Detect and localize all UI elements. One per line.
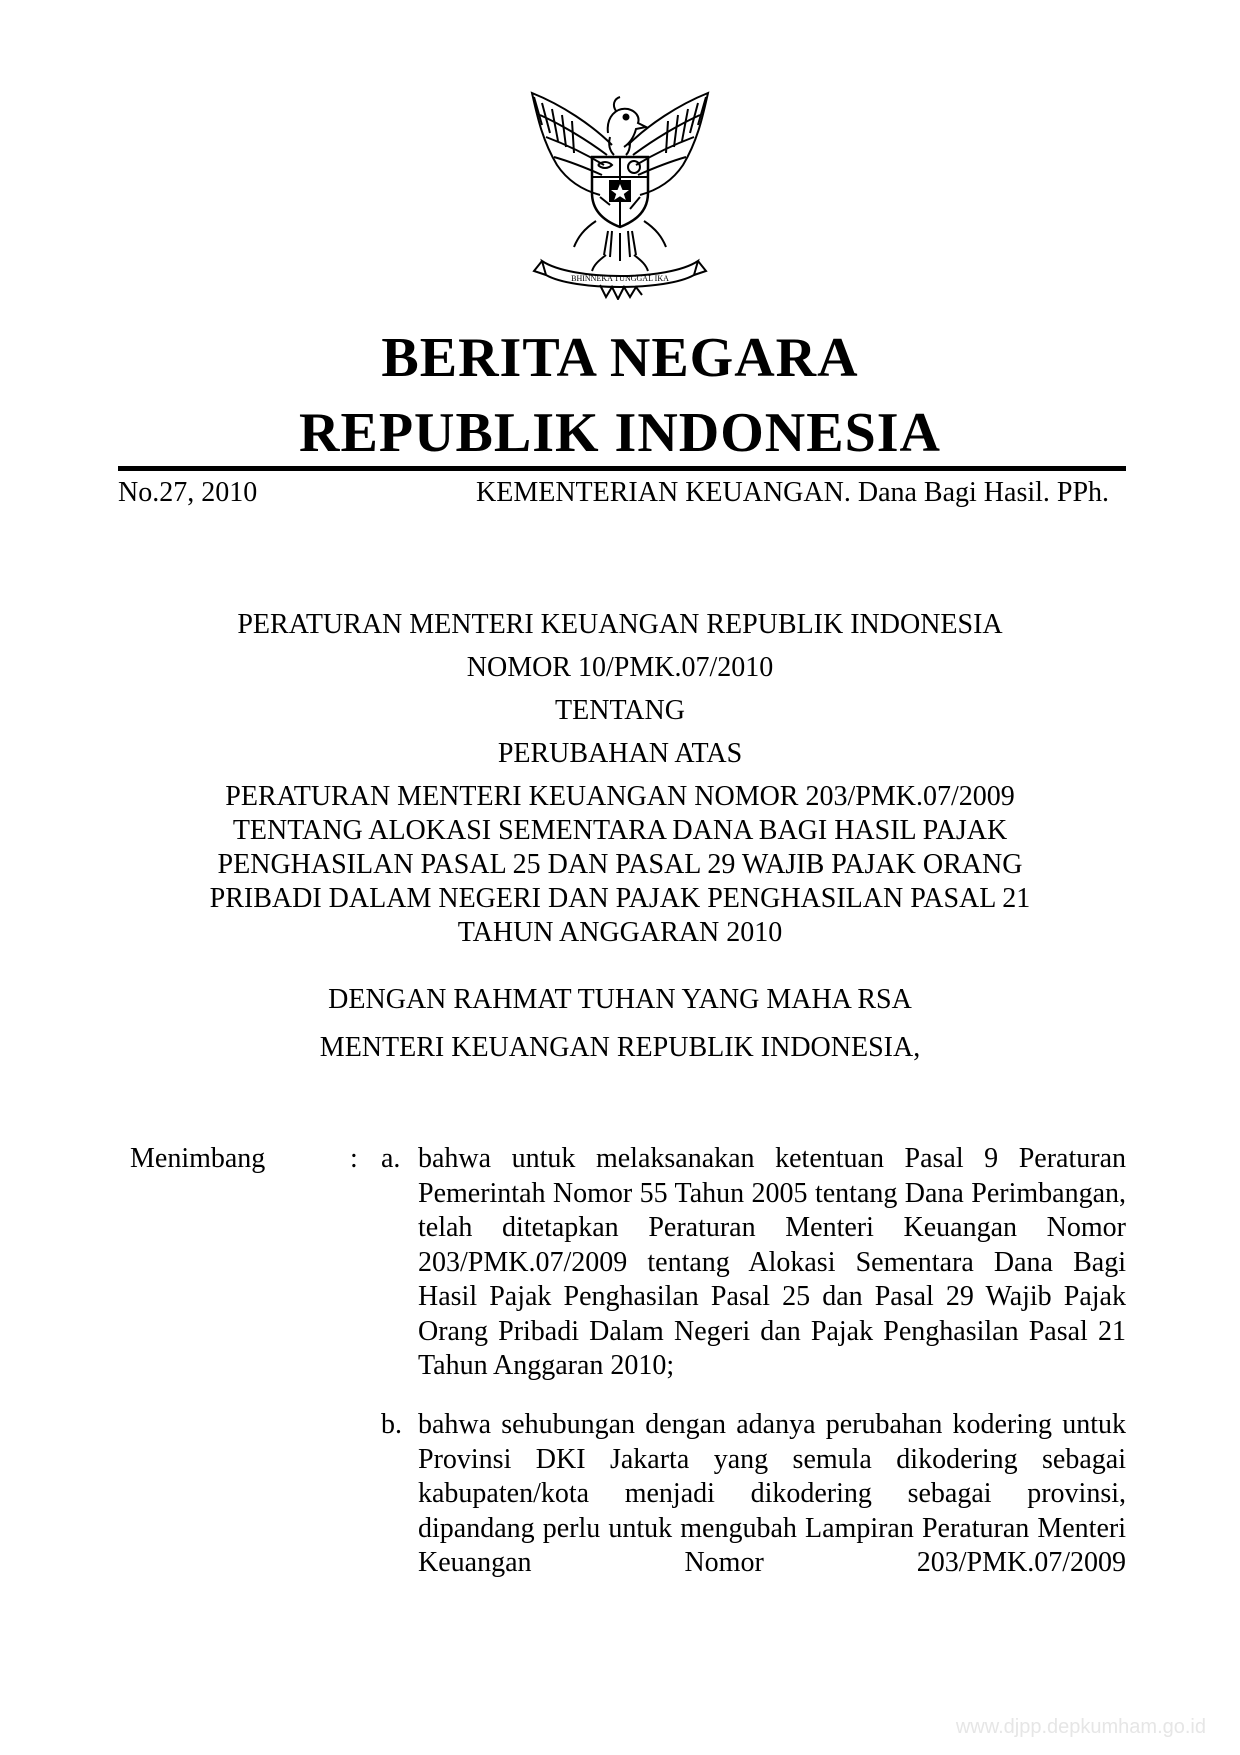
- issue-number: No.27, 2010: [118, 477, 258, 508]
- clause-text: bahwa untuk melaksanakan ketentuan Pasal 9 Peraturan Pemerintah Nomor 55 Tahun 2005 tentang Dana Perimbangan, telah ditetapkan Peraturan Menteri Keuangan Nomor 203/PMK.07/2009 tentang Alokasi Sementara Dana Bagi Hasil Pajak Penghasilan Pasal 25 dan Pasal 29 Wajib Pajak Orang Pribadi Dalam Negeri dan Pajak Penghasilan Pasal 21 Tahun Anggaran 2010;: [418, 1143, 1126, 1381]
- preamble-line-2: MENTERI KEUANGAN REPUBLIK INDONESIA,: [319, 1032, 921, 1063]
- regulation-heading: [140, 608, 1100, 950]
- regulation-perubahan: PERUBAHAN ATAS: [497, 738, 743, 769]
- clause-text: bahwa sehubungan dengan adanya perubahan kodering untuk Provinsi DKI Jakarta yang semula dikodering sebagai kabupaten/kota menjadi dikodering sebagai provinsi, dipandang perlu untuk mengubah Lampiran Peraturan Menteri Keuangan Nomor 203/PMK.07/2009: [418, 1409, 1126, 1578]
- masthead-divider: [118, 466, 1126, 471]
- considerations-colon: :: [350, 1143, 358, 1174]
- regulation-number: NOMOR 10/PMK.07/2010: [466, 652, 774, 683]
- considerations-label: Menimbang: [130, 1143, 266, 1174]
- issue-subject: KEMENTERIAN KEUANGAN. Dana Bagi Hasil. PPh.: [476, 477, 1110, 508]
- regulation-title-line: PRIBADI DALAM NEGERI DAN PAJAK PENGHASILAN PASAL 21: [209, 883, 1031, 914]
- emblem-motto: BHINNEKA TUNGGAL IKA: [571, 274, 669, 283]
- regulation-title-line: TENTANG ALOKASI SEMENTARA DANA BAGI HASIL PAJAK: [232, 815, 1008, 846]
- regulation-tentang: TENTANG: [555, 695, 685, 726]
- clause-letter: a.: [381, 1143, 401, 1174]
- regulation-title-line: TAHUN ANGGARAN 2010: [457, 917, 783, 948]
- garuda-emblem-icon: [512, 85, 728, 300]
- preamble-line-1: DENGAN RAHMAT TUHAN YANG MAHA RSA: [328, 984, 912, 1015]
- masthead-line-2: REPUBLIK INDONESIA: [299, 402, 941, 464]
- regulation-line-1: PERATURAN MENTERI KEUANGAN REPUBLIK INDONESIA: [237, 609, 1003, 640]
- regulation-title-line: PERATURAN MENTERI KEUANGAN NOMOR 203/PMK.07/2009: [225, 781, 1015, 812]
- regulation-title-line: PENGHASILAN PASAL 25 DAN PASAL 29 WAJIB PAJAK ORANG: [217, 849, 1023, 880]
- clause-letter: b.: [381, 1409, 402, 1440]
- watermark: www.djpp.depkumham.go.id: [955, 1716, 1206, 1738]
- masthead-line-1: BERITA NEGARA: [381, 327, 859, 389]
